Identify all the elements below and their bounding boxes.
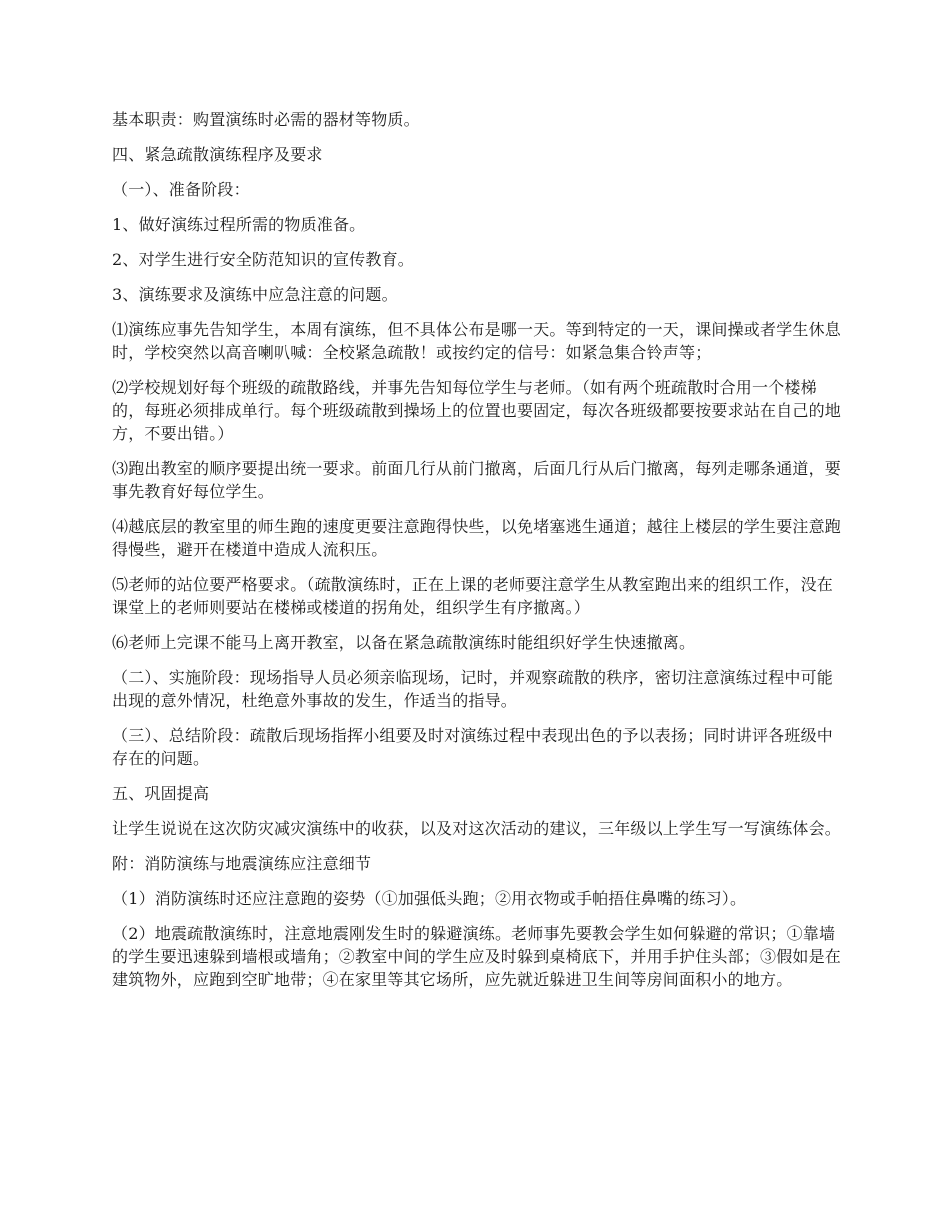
section-heading-5: 五、巩固提高 (112, 784, 210, 803)
subsection-summary: （三）、总结阶段：疏散后现场指挥小组要及时对演练过程中表现出色的予以表扬；同时讲评各班级中存在的问题。 (112, 726, 834, 768)
consolidation-text: 让学生说说在这次防灾减灾演练中的收获，以及对这次活动的建议，三年级以上学生写一写演练体会。 (112, 819, 842, 838)
requirement-6: ⑹老师上完课不能马上离开教室，以备在紧急疏散演练时能组织好学生快速撤离。 (112, 633, 696, 652)
requirement-4: ⑷越底层的教室里的师生跑的速度更要注意跑得快些，以免堵塞逃生通道；越往上楼层的学生要注意跑得慢些，避开在楼道中造成人流积压。 (112, 517, 842, 559)
duty-text: 基本职责：购置演练时必需的器材等物质。 (112, 110, 420, 129)
list-item-3: 3、演练要求及演练中应急注意的问题。 (112, 285, 398, 304)
requirement-2: ⑵学校规划好每个班级的疏散路线，并事先告知每位学生与老师。（如有两个班疏散时合用一个楼梯的，每班必须排成单行。每个班级疏散到操场上的位置也要固定，每次各班级都要按要求站在自己的地方，不要出错。） (112, 378, 842, 443)
document-page (112, 108, 842, 1003)
appendix-item-1: （1）消防演练时还应注意跑的姿势（①加强低头跑；②用衣物或手帕捂住鼻嘴的练习）。 (112, 889, 747, 908)
list-item-2: 2、对学生进行安全防范知识的宣传教育。 (112, 250, 414, 269)
requirement-5: ⑸老师的站位要严格要求。（疏散演练时，正在上课的老师要注意学生从教室跑出来的组织工作，没在课堂上的老师则要站在楼梯或楼道的拐角处，组织学生有序撤离。） (112, 575, 834, 617)
requirement-3: ⑶跑出教室的顺序要提出统一要求。前面几行从前门撤离，后面几行从后门撤离，每列走哪条通道，要事先教育好每位学生。 (112, 459, 842, 501)
subsection-heading-prep: （一）、准备阶段： (112, 180, 250, 199)
appendix-heading: 附：消防演练与地震演练应注意细节 (112, 854, 372, 873)
section-heading-4: 四、紧急疏散演练程序及要求 (112, 145, 323, 164)
requirement-1: ⑴演练应事先告知学生，本周有演练，但不具体公布是哪一天。等到特定的一天，课间操或者学生休息时，学校突然以高音喇叭喊：全校紧急疏散！或按约定的信号：如紧急集合铃声等； (112, 320, 842, 362)
list-item-1: 1、做好演练过程所需的物质准备。 (112, 215, 366, 234)
appendix-item-2: （2）地震疏散演练时，注意地震刚发生时的躲避演练。老师事先要教会学生如何躲避的常识；①靠墙的学生要迅速躲到墙根或墙角；②教室中间的学生应及时躲到桌椅底下，并用手护住头部；③假如是在建筑物外，应跑到空旷地带；④在家里等其它场所，应先就近躲进卫生间等房间面积小的地方。 (112, 924, 842, 989)
subsection-implementation: （二）、实施阶段：现场指导人员必须亲临现场，记时，并观察疏散的秩序，密切注意演练过程中可能出现的意外情况，杜绝意外事故的发生，作适当的指导。 (112, 668, 834, 710)
